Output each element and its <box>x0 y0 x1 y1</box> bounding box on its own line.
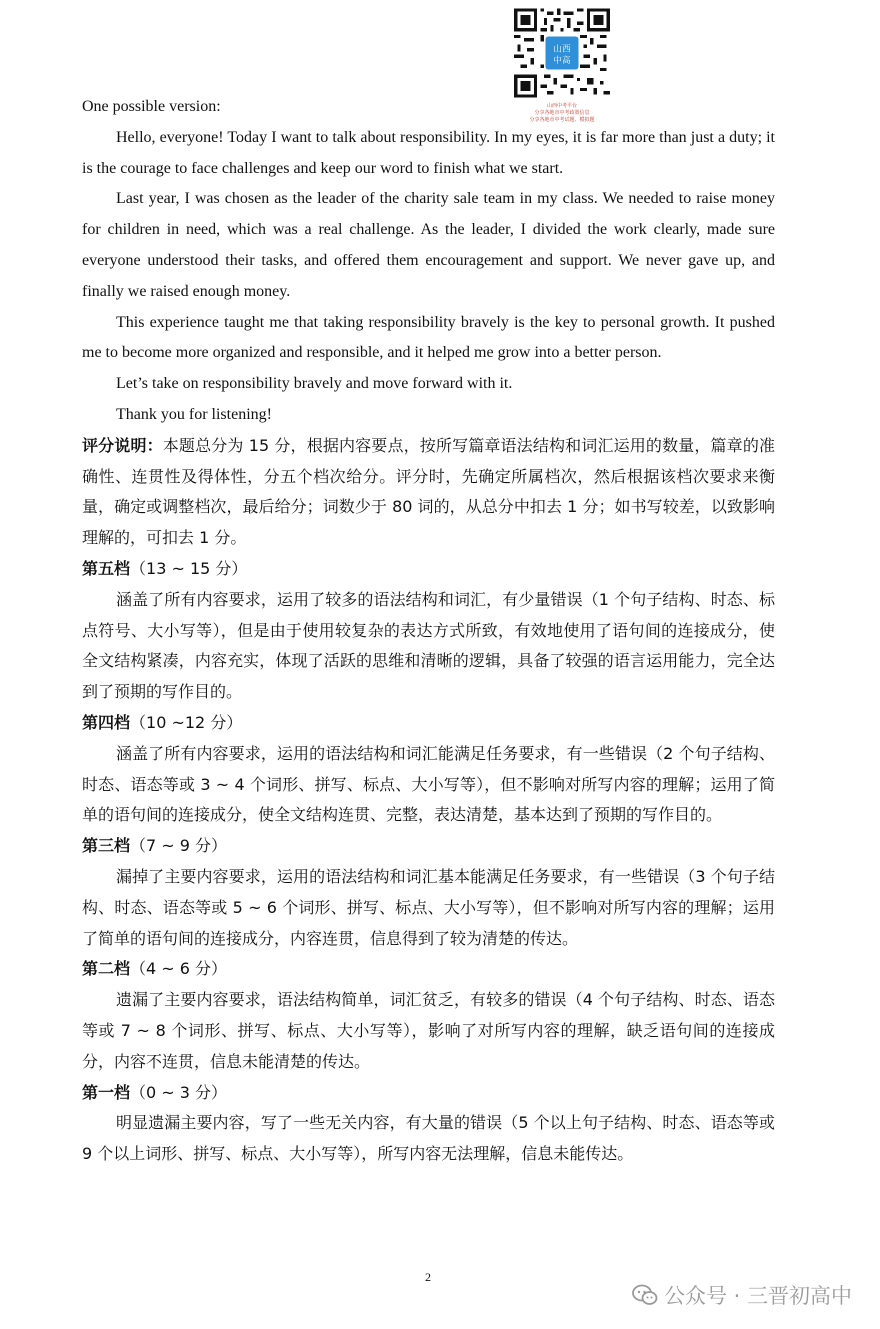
essay-paragraph: This experience taught me that taking responsibility bravely is the key to personal growth. It pushed me to become more organized and responsible, and it helped me grow into a better person. <box>82 313 775 362</box>
scoring-text: 本题总分为 15 分，根据内容要点，按所写篇章语法结构和词汇运用的数量，篇章的准确性、连贯性及得体性，分五个档次给分。评分时，先确定所属档次，然后根据该档次要求来衡量，确定或调整档次，最后给分；词数少于 80 词的，从总分中扣去 1 分；如书写较差，以致影响理解的，可扣去 1 分。 <box>82 435 775 548</box>
level-description: 明显遗漏主要内容，写了一些无关内容，有大量的错误（5 个以上句子结构、时态、语态等或 9 个以上词形、拼写、标点、大小写等），所写内容无法理解，信息未能传达。 <box>82 1113 775 1164</box>
level-name: 第三档 <box>82 836 131 856</box>
qr-caption-line: 分享各地市中考政策信息 <box>534 111 590 116</box>
level-name: 第四档 <box>82 712 131 732</box>
essay-paragraph: Let’s take on responsibility bravely and move forward with it. <box>116 375 513 393</box>
essay-paragraph: Hello, everyone! Today I want to talk about responsibility. In my eyes, it is far more than just a duty; it is the courage to face challenges and keep our word to finish what we start. <box>82 128 775 177</box>
level-description: 涵盖了所有内容要求，运用了较多的语法结构和词汇，有少量错误（1 个句子结构、时态、标点符号、大小写等），但是由于使用较复杂的表达方式所致，有效地使用了语句间的连接成分，使全文结构紧凑，内容充实，体现了活跃的思维和清晰的逻辑，具备了较强的语言运用能力，完全达到了预期的写作目的。 <box>82 589 775 702</box>
document-body <box>82 92 775 1170</box>
level-range: （0 ~ 3 分） <box>130 1082 228 1102</box>
level-range: （4 ~ 6 分） <box>130 959 228 979</box>
watermark-text: 公众号 · 三晋初高中 <box>663 1284 852 1308</box>
level-range: （7 ~ 9 分） <box>130 836 228 856</box>
scoring-label: 评分说明： <box>82 435 163 455</box>
watermark <box>632 1280 852 1310</box>
level-description: 遗漏了主要内容要求，语法结构简单，词汇贫乏，有较多的错误（4 个句子结构、时态、语态等或 7 ~ 8 个词形、拼写、标点、大小写等），影响了对所写内容的理解，缺乏语句间的连接成分，内容不连贯，信息未能清楚的传达。 <box>82 990 775 1071</box>
level-description: 漏掉了主要内容要求，运用的语法结构和词汇基本能满足任务要求，有一些错误（3 个句子结构、时态、语态等或 5 ~ 6 个词形、拼写、标点、大小写等），但不影响对所写内容的理解；运用了简单的语句间的连接成分，内容连贯，信息得到了较为清楚的传达。 <box>82 866 775 948</box>
level-heading <box>82 708 775 739</box>
sample-essay-intro: One possible version: <box>82 98 221 115</box>
level-description: 涵盖了所有内容要求，运用的语法结构和词汇能满足任务要求，有一些错误（2 个句子结构、时态、语态等或 3 ~ 4 个词形、拼写、标点、大小写等），但不影响对所写内容的理解；运用了简单的语句间的连接成分，使全文结构连贯、完整，表达清楚，基本达到了预期的写作目的。 <box>82 743 775 825</box>
level-name: 第五档 <box>82 558 131 578</box>
level-heading <box>82 954 775 985</box>
level-name: 第二档 <box>82 959 131 979</box>
level-heading <box>82 1078 775 1109</box>
qr-caption-line: 山西中考平台 <box>546 104 577 109</box>
page-number: 2 <box>425 1270 431 1284</box>
qr-caption-line: 分享各地市中考试题、模拟题 <box>529 118 595 123</box>
scoring-instructions <box>82 431 775 554</box>
qr-code-icon <box>514 8 610 98</box>
level-heading <box>82 831 775 862</box>
svg-text:中高: 中高 <box>553 55 571 66</box>
essay-paragraph: Thank you for listening! <box>116 405 272 423</box>
wechat-icon <box>632 1284 658 1306</box>
level-range: （13 ~ 15 分） <box>130 558 248 578</box>
level-name: 第一档 <box>82 1082 131 1102</box>
svg-text:山西: 山西 <box>553 44 571 55</box>
level-range: （10 ~12 分） <box>130 712 243 732</box>
essay-paragraph: Last year, I was chosen as the leader of the charity sale team in my class. We needed to raise money for children in need, which was a real challenge. As the leader, I divided the work clearly, made sure everyone understood their tasks, and offered them encouragement and support. We never gave up, and finally we raised enough money. <box>82 190 775 300</box>
level-heading <box>82 554 775 585</box>
